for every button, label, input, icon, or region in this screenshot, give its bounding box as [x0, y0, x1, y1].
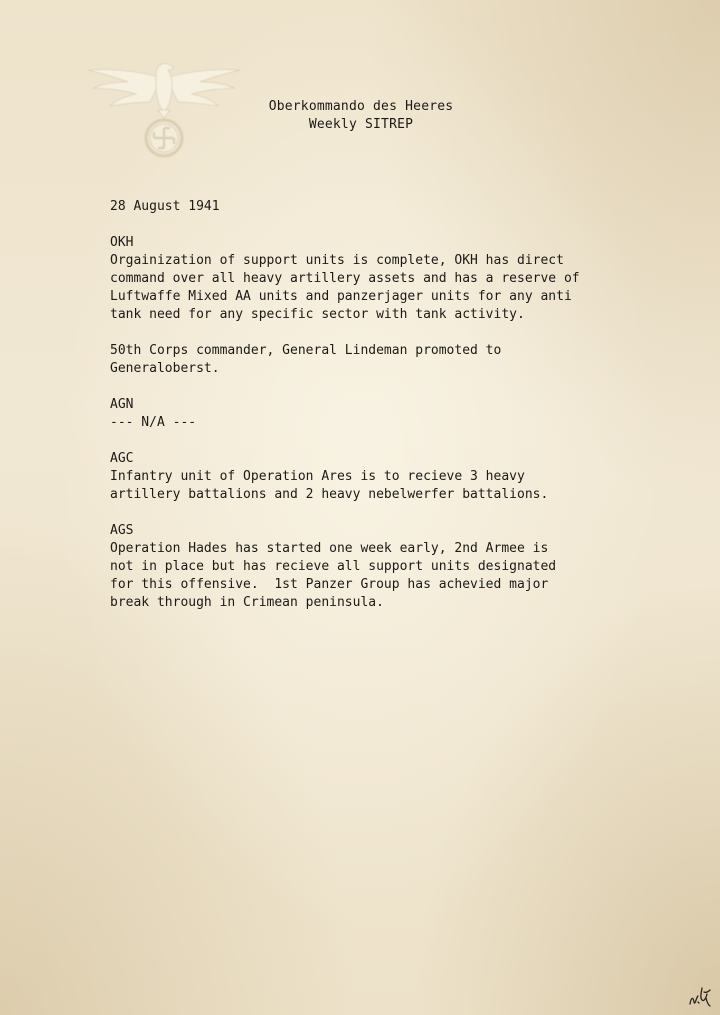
section-line: not in place but has recieve all support units designated — [110, 559, 557, 574]
document-body — [110, 198, 670, 630]
header-report-title: Weekly SITREP — [308, 117, 414, 132]
section-line: artillery battalions and 2 heavy nebelwerfer battalions. — [110, 487, 549, 502]
section-line: tank need for any specific sector with tank activity. — [110, 307, 525, 322]
section-line: --- N/A --- — [110, 415, 197, 430]
section-agc — [110, 450, 670, 504]
section-line: Luftwaffe Mixed AA units and panzerjager units for any anti — [110, 289, 572, 304]
section-line: Infantry unit of Operation Ares is to recieve 3 heavy — [110, 469, 525, 484]
section-heading: AGN — [110, 397, 134, 412]
report-date: 28 August 1941 — [110, 199, 220, 214]
section-line: Orgainization of support units is complete, OKH has direct — [110, 253, 564, 268]
handwritten-initials-icon — [688, 984, 714, 1008]
section-promotion — [110, 342, 670, 378]
section-line: break through in Crimean peninsula. — [110, 595, 384, 610]
section-heading: AGS — [110, 523, 134, 538]
section-ags — [110, 522, 670, 612]
document-header — [200, 98, 522, 134]
section-line: Operation Hades has started one week early, 2nd Armee is — [110, 541, 549, 556]
section-line: command over all heavy artillery assets and has a reserve of — [110, 271, 580, 286]
section-okh — [110, 234, 670, 324]
section-heading: OKH — [110, 235, 134, 250]
header-organization: Oberkommando des Heeres — [268, 99, 454, 114]
section-line: 50th Corps commander, General Lindeman promoted to — [110, 343, 502, 358]
section-line: Generaloberst. — [110, 361, 220, 376]
section-heading: AGC — [110, 451, 134, 466]
section-agn — [110, 396, 670, 432]
section-line: for this offensive. 1st Panzer Group has achevied major — [110, 577, 549, 592]
